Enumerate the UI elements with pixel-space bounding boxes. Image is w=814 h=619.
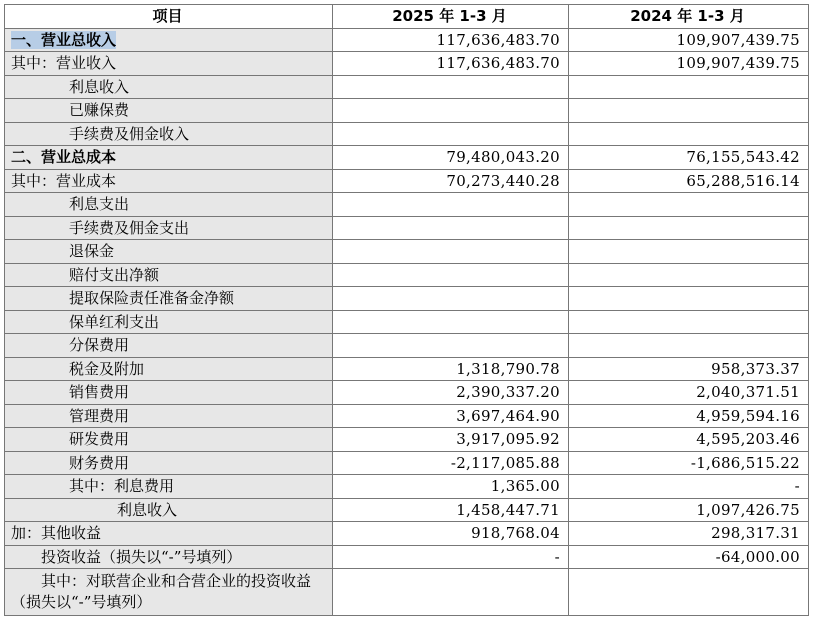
row-label: 手续费及佣金收入 (5, 122, 333, 146)
row-label (5, 28, 333, 52)
header-item: 项目 (5, 5, 333, 29)
value-2024: 109,907,439.75 (569, 28, 809, 52)
row-label: 财务费用 (5, 451, 333, 475)
value-2025: 3,917,095.92 (333, 428, 569, 452)
table-row (5, 498, 809, 522)
table-row (5, 52, 809, 76)
table-row (5, 569, 809, 616)
table-row (5, 122, 809, 146)
table-row (5, 522, 809, 546)
value-2024: 65,288,516.14 (569, 169, 809, 193)
value-2025: -2,117,085.88 (333, 451, 569, 475)
value-2025 (333, 310, 569, 334)
table-row (5, 334, 809, 358)
value-2024 (569, 240, 809, 264)
value-2024 (569, 216, 809, 240)
value-2025 (333, 99, 569, 123)
value-2025: 117,636,483.70 (333, 52, 569, 76)
row-label: 其中：营业成本 (5, 169, 333, 193)
row-label: 已赚保费 (5, 99, 333, 123)
value-2025 (333, 569, 569, 616)
table-row (5, 428, 809, 452)
value-2025: 1,365.00 (333, 475, 569, 499)
table-row (5, 263, 809, 287)
header-2025: 2025 年 1-3 月 (333, 5, 569, 29)
row-label: 保单红利支出 (5, 310, 333, 334)
row-label: 投资收益（损失以“-”号填列） (5, 545, 333, 569)
row-label-text: 一、营业总收入 (11, 30, 117, 49)
value-2024 (569, 99, 809, 123)
income-statement-table (4, 4, 809, 616)
value-2024: -64,000.00 (569, 545, 809, 569)
row-label: 其中：对联营企业和合营企业的投资收益（损失以“-”号填列） (5, 569, 333, 616)
row-label: 其中：营业收入 (5, 52, 333, 76)
header-2024: 2024 年 1-3 月 (569, 5, 809, 29)
table-row (5, 475, 809, 499)
row-label: 销售费用 (5, 381, 333, 405)
value-2025 (333, 263, 569, 287)
value-2024: 1,097,426.75 (569, 498, 809, 522)
value-2025: 1,318,790.78 (333, 357, 569, 381)
table-row (5, 75, 809, 99)
row-label: 利息支出 (5, 193, 333, 217)
table-row (5, 216, 809, 240)
value-2025 (333, 193, 569, 217)
row-label: 利息收入 (5, 498, 333, 522)
table-row (5, 310, 809, 334)
table-row (5, 193, 809, 217)
row-label: 研发费用 (5, 428, 333, 452)
value-2024 (569, 334, 809, 358)
row-label: 提取保险责任准备金净额 (5, 287, 333, 311)
value-2024 (569, 75, 809, 99)
value-2024 (569, 122, 809, 146)
value-2024: 109,907,439.75 (569, 52, 809, 76)
value-2024: 2,040,371.51 (569, 381, 809, 405)
value-2025: 70,273,440.28 (333, 169, 569, 193)
table-row (5, 99, 809, 123)
value-2024: - (569, 475, 809, 499)
row-label: 分保费用 (5, 334, 333, 358)
value-2024: 4,595,203.46 (569, 428, 809, 452)
row-label: 手续费及佣金支出 (5, 216, 333, 240)
table-row (5, 287, 809, 311)
table-row (5, 381, 809, 405)
row-label: 加：其他收益 (5, 522, 333, 546)
row-label: 税金及附加 (5, 357, 333, 381)
value-2024: 76,155,543.42 (569, 146, 809, 170)
row-label: 其中：利息费用 (5, 475, 333, 499)
value-2025 (333, 75, 569, 99)
row-label: 利息收入 (5, 75, 333, 99)
value-2025 (333, 216, 569, 240)
value-2024 (569, 263, 809, 287)
row-label: 管理费用 (5, 404, 333, 428)
value-2025: 117,636,483.70 (333, 28, 569, 52)
value-2025: 2,390,337.20 (333, 381, 569, 405)
table-row (5, 404, 809, 428)
table-row (5, 451, 809, 475)
value-2024 (569, 287, 809, 311)
table-row (5, 545, 809, 569)
value-2025: 3,697,464.90 (333, 404, 569, 428)
value-2024: 958,373.37 (569, 357, 809, 381)
value-2025 (333, 334, 569, 358)
value-2025: - (333, 545, 569, 569)
value-2025: 79,480,043.20 (333, 146, 569, 170)
value-2025: 1,458,447.71 (333, 498, 569, 522)
row-label: 赔付支出净额 (5, 263, 333, 287)
value-2025 (333, 122, 569, 146)
value-2024 (569, 310, 809, 334)
value-2024 (569, 193, 809, 217)
value-2025: 918,768.04 (333, 522, 569, 546)
value-2025 (333, 240, 569, 264)
table-row (5, 146, 809, 170)
value-2024: 298,317.31 (569, 522, 809, 546)
value-2024: -1,686,515.22 (569, 451, 809, 475)
header-row (5, 5, 809, 29)
table-row (5, 28, 809, 52)
value-2024 (569, 569, 809, 616)
table-row (5, 357, 809, 381)
value-2024: 4,959,594.16 (569, 404, 809, 428)
value-2025 (333, 287, 569, 311)
row-label: 退保金 (5, 240, 333, 264)
table-row (5, 240, 809, 264)
row-label: 二、营业总成本 (5, 146, 333, 170)
table-row (5, 169, 809, 193)
